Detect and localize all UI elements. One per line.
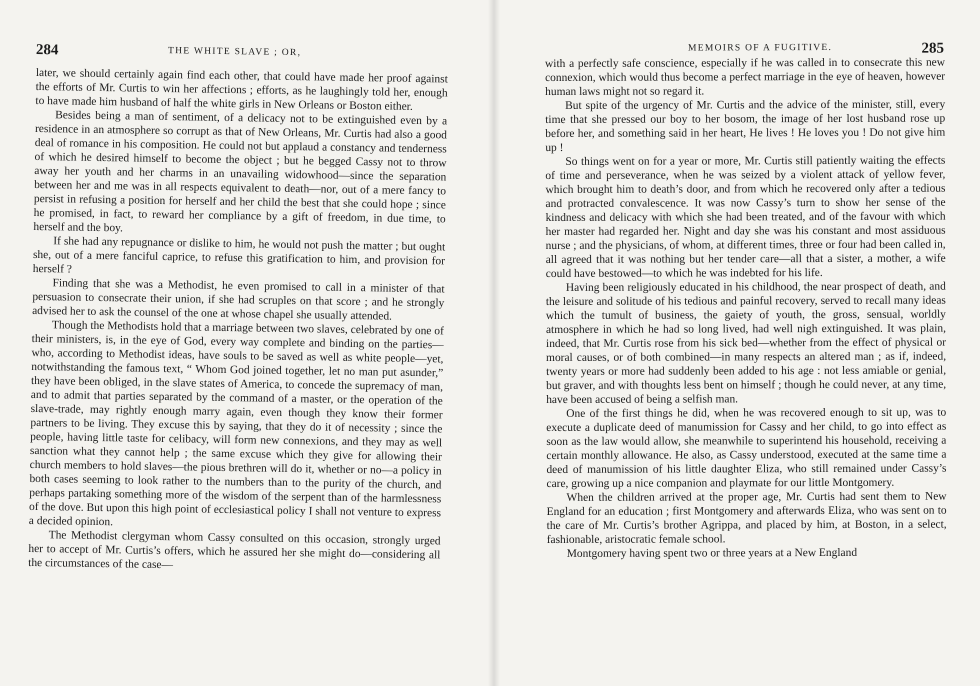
- left-page-body: [28, 66, 448, 576]
- right-page-body: [545, 56, 947, 561]
- paragraph: So things went on for a year or more, Mr. Curtis still patiently waiting the effects of time and perseverance, when he was seized by a violent attack of yellow fever, which brought him to death’s door, and from which he recovered only after a tedious and protracted convalescence. It was now Cassy’s turn to show her sense of the kindness and delicacy with which she had been treated, and of the favour with which her master had regarded her. Night and day she was his constant and most assiduous nurse ; and the physicians, of whom, at different times, three or four had been called in, all agreed that it was nothing but her tender care—all that a sister, a mother, a wife could have bestowed—to which he was indebted for his life.: [545, 154, 946, 280]
- left-running-head: THE WHITE SLAVE ; OR,: [167, 46, 302, 59]
- left-page-header: [36, 42, 475, 65]
- left-page-number: 284: [35, 42, 59, 59]
- paragraph: One of the first things he did, when he was recovered enough to sit up, was to execute a duplicate deed of manumission for Cassy and her child, to go into effect as soon as the law would allow, she meanwhile to superintend his household, receiving a certain monthly allowance. He also, as Cassy understood, executed at the same time a deed of manumission of his little daughter Eliza, who still remained under Cassy’s care, growing up a nice companion and playmate for our little Montgomery.: [546, 406, 947, 490]
- paragraph: But spite of the urgency of Mr. Curtis and the advice of the minister, still, every time that she pressed our boy to her bosom, the image of her lost husband rose up before her, and something said in her heart, He lives ! He loves you ! Do not give him up !: [545, 98, 946, 154]
- right-page: [493, 0, 980, 686]
- paragraph: with a perfectly safe conscience, especially if he was called in to consecrate this new connexion, which would thus become a perfect marriage in the eye of heaven, however human laws might not so regard it.: [545, 56, 946, 98]
- paragraph: When the children arrived at the proper age, Mr. Curtis had sent them to New England for an education ; first Montgomery and afterwards Eliza, who was sent on to the care of Mr. Curtis’s brother Agrippa, and placed by him, at Boston, in a select, fashionable, aristocratic female school.: [546, 490, 947, 546]
- paragraph: later, we should certainly again find each other, that could have made her proof against the efforts of Mr. Curtis to win her affections ; efforts, as he laughingly told her, enough to have made him husband of half the white girls in New Orleans or Boston either.: [35, 66, 448, 113]
- paragraph: Having been religiously educated in his childhood, the near prospect of death, and the leisure and solitude of his tedious and painful recovery, served to recall many ideas which the tumult of business, the gaiety of youth, the gross, sensual, worldly atmosphere in which he had so long lived, had well nigh extinguished. It was plain, indeed, that Mr. Curtis rose from his sick bed—whether from the effect of physical or moral causes, or of both combined—in many respects an altered man ; as if, indeed, twenty years or more had suddenly been added to his age : not less amiable or genial, but graver, and with thoughts less bent on himself ; though he could never, at any time, have been accused of being a selfish man.: [545, 280, 947, 406]
- right-page-number: 285: [921, 40, 945, 57]
- paragraph: Finding that she was a Methodist, he even promised to call in a minister of that persuasion to consecrate their union, if she had scruples on that score ; and he strongly advised her to ask the counsel of the one at whose chapel she usually attended.: [32, 277, 445, 323]
- paragraph: Montgomery having spent two or three years at a New England: [566, 546, 858, 560]
- paragraph: Though the Methodists hold that a marriage between two slaves, celebrated by one of their ministers, is, in the eye of God, every way complete and binding on the parties—who, according to Methodist ideas, have souls to be saved as well as white people—yet, notwithstanding the famous text, “ Whom God joined together, let no man put asunder,” they have been obliged, in the slave states of America, to concede the supremacy of man, and to admit that parties separated by the command of a master, or the operation of the slave-trade, may rightly enough marry again, even though they know their former partners to be living. They excuse this by saying, that they do it of necessity ; since the people, having little taste for celibacy, will form new connexions, and they may as well sanction what they cannot help ; the same excuse which they give for allowing their church members to hold slaves—the pious brethren will do it, whether or no—a policy in both cases seeming to look rather to the numbers than to the purity of the church, and perhaps partaking something more of the wisdom of the serpent than of the harmlessness of the dove. But upon this high point of ecclesiastical policy I shall not venture to express a decided opinion.: [28, 319, 444, 529]
- paragraph: If she had any repugnance or dislike to him, he would not push the matter ; but ought she, out of a mere fanciful caprice, to refuse this gratification to him, and provision for herself ?: [32, 235, 446, 276]
- paragraph: The Methodist clergyman whom Cassy consulted on this occasion, strongly urged her to accept of Mr. Curtis’s offers, which he assured her she might do—considering all the circumstances of the case—: [28, 529, 441, 572]
- paragraph: Besides being a man of sentiment, of a delicacy not to be extinguished even by a residence in an atmosphere so corrupt as that of New Orleans, Mr. Curtis had also a good deal of romance in his composition. He could not but applaud a constancy and tenderness of which he desired himself to become the object ; but he begged Cassy not to throw away her youth and her charms in an unavailing widowhood—since the separation between her and me was in all respects equivalent to death—nor, out of a mere fancy to persist in refusing a position for herself and her child the best that she could hope ; since he promised, in fact, to reward her compliance by a gift of freedom, in due time, to herself and the boy.: [33, 109, 448, 235]
- right-running-head: MEMOIRS OF A FUGITIVE.: [687, 42, 833, 54]
